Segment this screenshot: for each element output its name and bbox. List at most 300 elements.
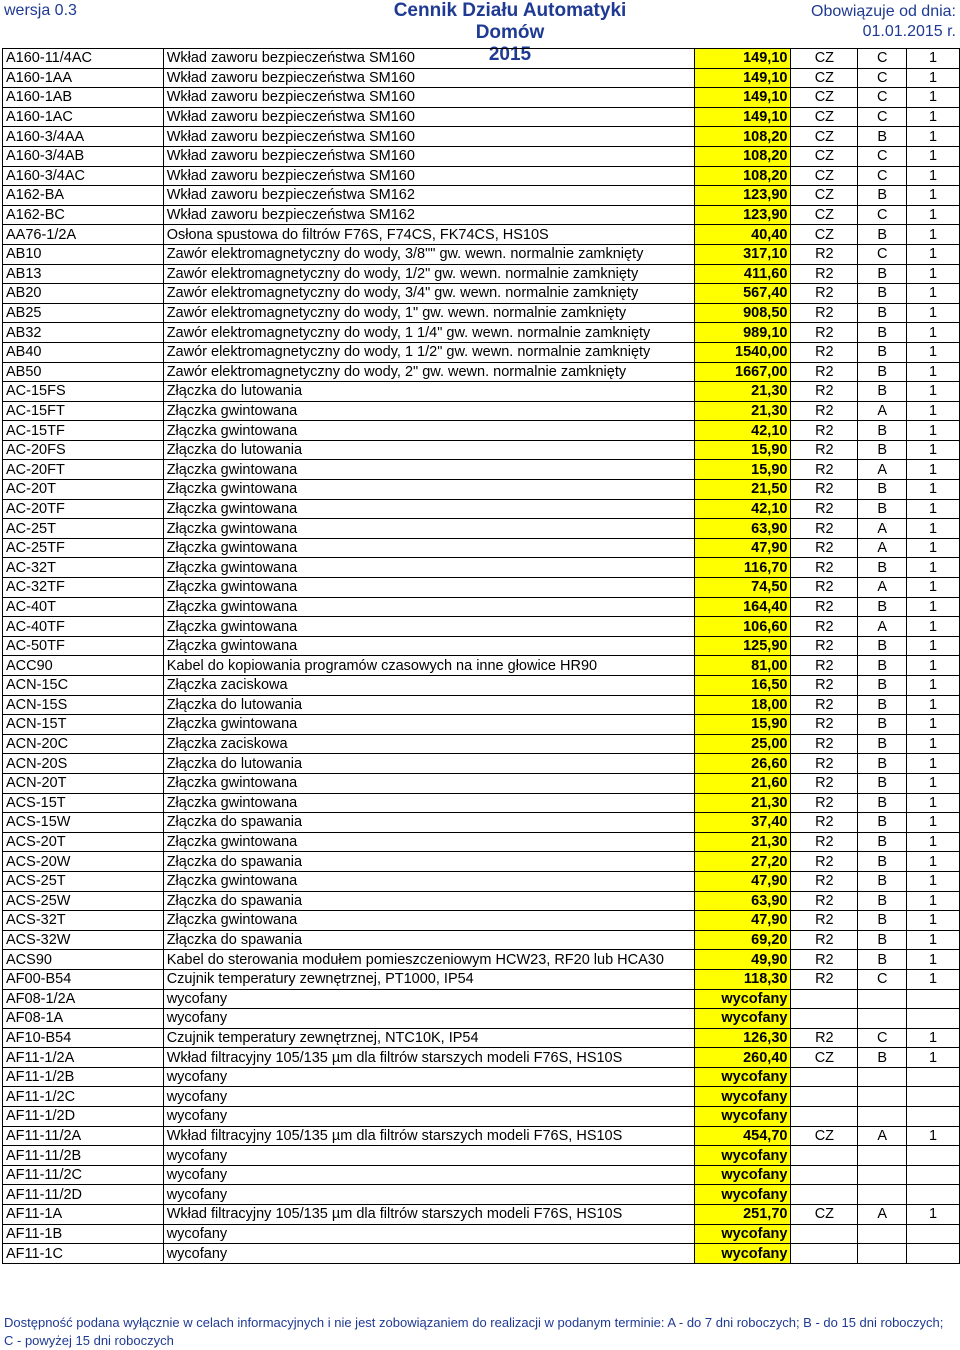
table-row: [3, 793, 960, 813]
price-group: R2: [791, 754, 858, 774]
unit-quantity: [907, 1185, 960, 1205]
product-price: 989,10: [694, 323, 791, 343]
price-group: R2: [791, 244, 858, 264]
table-row: [3, 1107, 960, 1127]
product-price: 1540,00: [694, 342, 791, 362]
availability-class: [858, 1009, 907, 1029]
availability-class: B: [858, 813, 907, 833]
product-code: ACS-20T: [3, 832, 164, 852]
product-description: Wkład zaworu bezpieczeństwa SM162: [163, 205, 694, 225]
product-price: 49,90: [694, 950, 791, 970]
unit-quantity: 1: [907, 950, 960, 970]
product-code: A162-BA: [3, 186, 164, 206]
table-row: [3, 1009, 960, 1029]
availability-class: B: [858, 695, 907, 715]
availability-class: A: [858, 401, 907, 421]
unit-quantity: 1: [907, 930, 960, 950]
table-row: [3, 1126, 960, 1146]
availability-class: C: [858, 107, 907, 127]
table-row: [3, 186, 960, 206]
availability-class: B: [858, 264, 907, 284]
product-price: 251,70: [694, 1205, 791, 1225]
availability-class: B: [858, 480, 907, 500]
product-code: A160-3/4AA: [3, 127, 164, 147]
price-group: R2: [791, 852, 858, 872]
unit-quantity: [907, 1067, 960, 1087]
price-group: R2: [791, 773, 858, 793]
product-price: 16,50: [694, 676, 791, 696]
price-group: CZ: [791, 186, 858, 206]
table-row: [3, 499, 960, 519]
price-group: R2: [791, 362, 858, 382]
availability-note: Dostępność podana wyłącznie w celach informacyjnych i nie jest zobowiązaniem do realizacji w podanym terminie: A - do 7 dni roboczych; B - do 15 dni roboczych; C - powyżej 15 dni roboczych: [4, 1315, 944, 1348]
price-group: R2: [791, 499, 858, 519]
table-row: [3, 754, 960, 774]
product-description: Wkład zaworu bezpieczeństwa SM160: [163, 49, 694, 69]
availability-class: B: [858, 636, 907, 656]
price-group: R2: [791, 832, 858, 852]
product-code: AC-50TF: [3, 636, 164, 656]
product-price: 108,20: [694, 127, 791, 147]
availability-class: [858, 1107, 907, 1127]
product-description: wycofany: [163, 1165, 694, 1185]
unit-quantity: 1: [907, 186, 960, 206]
product-description: Złączka gwintowana: [163, 793, 694, 813]
product-code: AF11-1/2B: [3, 1067, 164, 1087]
product-code: A160-11/4AC: [3, 49, 164, 69]
availability-class: A: [858, 617, 907, 637]
table-row: [3, 1224, 960, 1244]
product-price: 317,10: [694, 244, 791, 264]
unit-quantity: 1: [907, 303, 960, 323]
product-code: ACN-15S: [3, 695, 164, 715]
product-price: wycofany: [694, 989, 791, 1009]
product-price: 69,20: [694, 930, 791, 950]
product-price: 108,20: [694, 146, 791, 166]
product-code: AC-15FS: [3, 382, 164, 402]
table-row: [3, 440, 960, 460]
table-row: [3, 1028, 960, 1048]
product-description: wycofany: [163, 1067, 694, 1087]
table-row: [3, 1067, 960, 1087]
unit-quantity: 1: [907, 499, 960, 519]
product-price: wycofany: [694, 1067, 791, 1087]
availability-class: B: [858, 303, 907, 323]
table-row: [3, 832, 960, 852]
unit-quantity: 1: [907, 127, 960, 147]
availability-class: B: [858, 950, 907, 970]
availability-class: B: [858, 754, 907, 774]
price-group: R2: [791, 284, 858, 304]
availability-class: [858, 1087, 907, 1107]
product-code: ACN-20S: [3, 754, 164, 774]
table-row: [3, 969, 960, 989]
product-description: Złączka do spawania: [163, 813, 694, 833]
table-row: [3, 695, 960, 715]
table-row: [3, 930, 960, 950]
product-description: Złączka zaciskowa: [163, 676, 694, 696]
product-price: wycofany: [694, 1165, 791, 1185]
unit-quantity: 1: [907, 578, 960, 598]
product-price: 21,60: [694, 773, 791, 793]
product-description: wycofany: [163, 1244, 694, 1264]
product-description: Osłona spustowa do filtrów F76S, F74CS, FK74CS, HS10S: [163, 225, 694, 245]
product-description: Złączka gwintowana: [163, 519, 694, 539]
unit-quantity: 1: [907, 342, 960, 362]
availability-class: B: [858, 852, 907, 872]
availability-class: A: [858, 578, 907, 598]
unit-quantity: 1: [907, 813, 960, 833]
unit-quantity: [907, 1146, 960, 1166]
price-group: R2: [791, 813, 858, 833]
unit-quantity: 1: [907, 284, 960, 304]
product-code: A162-BC: [3, 205, 164, 225]
price-group: R2: [791, 264, 858, 284]
availability-class: B: [858, 186, 907, 206]
product-code: AC-25T: [3, 519, 164, 539]
table-row: [3, 676, 960, 696]
product-code: AA76-1/2A: [3, 225, 164, 245]
product-code: ACC90: [3, 656, 164, 676]
price-table: [2, 48, 960, 1264]
table-row: [3, 323, 960, 343]
product-price: 63,90: [694, 891, 791, 911]
table-row: [3, 127, 960, 147]
table-row: [3, 303, 960, 323]
unit-quantity: 1: [907, 617, 960, 637]
product-price: 21,50: [694, 480, 791, 500]
availability-class: B: [858, 225, 907, 245]
product-price: 149,10: [694, 49, 791, 69]
availability-class: B: [858, 499, 907, 519]
unit-quantity: 1: [907, 538, 960, 558]
product-description: Złączka gwintowana: [163, 617, 694, 637]
availability-class: [858, 1067, 907, 1087]
availability-class: A: [858, 519, 907, 539]
product-description: Złączka do spawania: [163, 891, 694, 911]
price-group: [791, 1067, 858, 1087]
product-code: AC-20FS: [3, 440, 164, 460]
availability-class: B: [858, 911, 907, 931]
unit-quantity: 1: [907, 852, 960, 872]
product-code: ACN-15C: [3, 676, 164, 696]
price-group: R2: [791, 558, 858, 578]
validity-label: Obowiązuje od dnia:: [811, 3, 956, 20]
availability-class: B: [858, 773, 907, 793]
product-code: ACS-15W: [3, 813, 164, 833]
product-price: wycofany: [694, 1009, 791, 1029]
product-description: Zawór elektromagnetyczny do wody, 3/8"" gw. wewn. normalnie zamknięty: [163, 244, 694, 264]
price-group: R2: [791, 342, 858, 362]
table-row: [3, 225, 960, 245]
table-row: [3, 284, 960, 304]
price-group: CZ: [791, 49, 858, 69]
table-row: [3, 107, 960, 127]
unit-quantity: 1: [907, 440, 960, 460]
product-code: ACS-25T: [3, 871, 164, 891]
unit-quantity: 1: [907, 969, 960, 989]
product-price: 42,10: [694, 499, 791, 519]
product-description: Kabel do kopiowania programów czasowych na inne głowice HR90: [163, 656, 694, 676]
product-description: Czujnik temperatury zewnętrznej, NTC10K, IP54: [163, 1028, 694, 1048]
availability-class: [858, 1224, 907, 1244]
product-price: 15,90: [694, 440, 791, 460]
availability-class: [858, 1185, 907, 1205]
product-price: 26,60: [694, 754, 791, 774]
product-code: AF11-1A: [3, 1205, 164, 1225]
product-description: Zawór elektromagnetyczny do wody, 1 1/2" gw. wewn. normalnie zamknięty: [163, 342, 694, 362]
product-price: wycofany: [694, 1185, 791, 1205]
product-code: A160-1AA: [3, 68, 164, 88]
table-row: [3, 1087, 960, 1107]
product-description: Wkład zaworu bezpieczeństwa SM160: [163, 146, 694, 166]
product-description: Złączka gwintowana: [163, 499, 694, 519]
product-code: AF11-11/2C: [3, 1165, 164, 1185]
price-group: R2: [791, 734, 858, 754]
product-description: Wkład zaworu bezpieczeństwa SM160: [163, 166, 694, 186]
table-row: [3, 950, 960, 970]
unit-quantity: [907, 1244, 960, 1264]
table-row: [3, 146, 960, 166]
price-group: R2: [791, 891, 858, 911]
availability-class: [858, 1165, 907, 1185]
product-description: Złączka gwintowana: [163, 460, 694, 480]
product-description: Zawór elektromagnetyczny do wody, 1/2" gw. wewn. normalnie zamknięty: [163, 264, 694, 284]
unit-quantity: [907, 989, 960, 1009]
table-row: [3, 88, 960, 108]
validity-date: 01.01.2015 r.: [862, 23, 956, 40]
unit-quantity: [907, 1087, 960, 1107]
product-description: Kabel do sterowania modułem pomieszczeniowym HCW23, RF20 lub HCA30: [163, 950, 694, 970]
product-code: AC-20TF: [3, 499, 164, 519]
product-code: AB50: [3, 362, 164, 382]
price-group: CZ: [791, 88, 858, 108]
availability-class: B: [858, 597, 907, 617]
table-row: [3, 1185, 960, 1205]
title-line-1: Cennik Działu Automatyki Domów: [393, 0, 627, 43]
product-description: Złączka do lutowania: [163, 382, 694, 402]
price-group: R2: [791, 578, 858, 598]
unit-quantity: 1: [907, 773, 960, 793]
product-description: wycofany: [163, 1146, 694, 1166]
product-description: wycofany: [163, 1224, 694, 1244]
product-code: A160-1AB: [3, 88, 164, 108]
price-group: R2: [791, 695, 858, 715]
product-code: AB10: [3, 244, 164, 264]
table-row: [3, 1146, 960, 1166]
price-group: CZ: [791, 166, 858, 186]
product-code: AC-40TF: [3, 617, 164, 637]
unit-quantity: 1: [907, 1048, 960, 1068]
availability-class: C: [858, 1028, 907, 1048]
product-description: Złączka gwintowana: [163, 636, 694, 656]
product-price: 125,90: [694, 636, 791, 656]
table-row: [3, 656, 960, 676]
unit-quantity: 1: [907, 49, 960, 69]
product-code: AC-20FT: [3, 460, 164, 480]
product-price: 149,10: [694, 107, 791, 127]
price-group: [791, 1009, 858, 1029]
product-code: ACN-20C: [3, 734, 164, 754]
availability-class: B: [858, 656, 907, 676]
validity-info: [811, 2, 956, 42]
product-price: 21,30: [694, 382, 791, 402]
unit-quantity: 1: [907, 558, 960, 578]
product-code: ACS-25W: [3, 891, 164, 911]
price-group: R2: [791, 323, 858, 343]
unit-quantity: 1: [907, 911, 960, 931]
table-row: [3, 891, 960, 911]
table-row: [3, 342, 960, 362]
unit-quantity: 1: [907, 676, 960, 696]
price-group: R2: [791, 676, 858, 696]
availability-class: B: [858, 127, 907, 147]
unit-quantity: 1: [907, 460, 960, 480]
availability-class: B: [858, 440, 907, 460]
unit-quantity: 1: [907, 871, 960, 891]
unit-quantity: 1: [907, 519, 960, 539]
product-price: 108,20: [694, 166, 791, 186]
product-description: wycofany: [163, 1009, 694, 1029]
table-row: [3, 715, 960, 735]
price-group: R2: [791, 519, 858, 539]
table-row: [3, 558, 960, 578]
unit-quantity: 1: [907, 323, 960, 343]
price-group: R2: [791, 538, 858, 558]
availability-class: B: [858, 284, 907, 304]
availability-class: B: [858, 832, 907, 852]
product-price: 126,30: [694, 1028, 791, 1048]
availability-class: A: [858, 538, 907, 558]
product-code: AB40: [3, 342, 164, 362]
unit-quantity: 1: [907, 362, 960, 382]
availability-class: [858, 1146, 907, 1166]
product-price: 42,10: [694, 421, 791, 441]
unit-quantity: 1: [907, 225, 960, 245]
product-code: AC-15FT: [3, 401, 164, 421]
product-description: Wkład filtracyjny 105/135 µm dla filtrów starszych modeli F76S, HS10S: [163, 1205, 694, 1225]
price-group: [791, 1165, 858, 1185]
product-description: Złączka do spawania: [163, 852, 694, 872]
unit-quantity: 1: [907, 1205, 960, 1225]
product-description: Zawór elektromagnetyczny do wody, 1 1/4" gw. wewn. normalnie zamknięty: [163, 323, 694, 343]
product-description: Wkład filtracyjny 105/135 µm dla filtrów starszych modeli F76S, HS10S: [163, 1048, 694, 1068]
availability-class: B: [858, 362, 907, 382]
price-group: CZ: [791, 1048, 858, 1068]
price-group: R2: [791, 950, 858, 970]
product-code: ACS-20W: [3, 852, 164, 872]
product-price: wycofany: [694, 1146, 791, 1166]
product-description: wycofany: [163, 1107, 694, 1127]
availability-class: A: [858, 1205, 907, 1225]
product-code: ACN-20T: [3, 773, 164, 793]
availability-class: B: [858, 382, 907, 402]
table-row: [3, 460, 960, 480]
price-group: CZ: [791, 68, 858, 88]
availability-class: B: [858, 676, 907, 696]
product-code: ACS-32T: [3, 911, 164, 931]
table-row: [3, 362, 960, 382]
price-group: R2: [791, 911, 858, 931]
product-price: 18,00: [694, 695, 791, 715]
product-description: Złączka gwintowana: [163, 597, 694, 617]
product-description: Złączka gwintowana: [163, 480, 694, 500]
product-price: 908,50: [694, 303, 791, 323]
product-description: Złączka do lutowania: [163, 695, 694, 715]
price-group: R2: [791, 303, 858, 323]
price-group: R2: [791, 656, 858, 676]
product-description: Złączka gwintowana: [163, 558, 694, 578]
table-row: [3, 401, 960, 421]
product-code: AB25: [3, 303, 164, 323]
availability-class: [858, 1244, 907, 1264]
product-price: 123,90: [694, 186, 791, 206]
product-code: AF11-1B: [3, 1224, 164, 1244]
product-code: ACS90: [3, 950, 164, 970]
availability-class: C: [858, 68, 907, 88]
table-row: [3, 1165, 960, 1185]
availability-class: A: [858, 460, 907, 480]
unit-quantity: [907, 1224, 960, 1244]
product-description: Złączka do lutowania: [163, 754, 694, 774]
product-price: 81,00: [694, 656, 791, 676]
unit-quantity: 1: [907, 695, 960, 715]
availability-class: B: [858, 891, 907, 911]
product-price: 149,10: [694, 68, 791, 88]
product-price: 47,90: [694, 911, 791, 931]
product-code: ACS-15T: [3, 793, 164, 813]
table-row: [3, 421, 960, 441]
product-code: AF10-B54: [3, 1028, 164, 1048]
product-price: 74,50: [694, 578, 791, 598]
product-code: A160-3/4AC: [3, 166, 164, 186]
availability-class: C: [858, 146, 907, 166]
availability-class: C: [858, 166, 907, 186]
price-group: R2: [791, 401, 858, 421]
unit-quantity: 1: [907, 480, 960, 500]
product-description: Złączka gwintowana: [163, 538, 694, 558]
availability-class: B: [858, 871, 907, 891]
availability-class: B: [858, 1048, 907, 1068]
product-description: Złączka gwintowana: [163, 871, 694, 891]
unit-quantity: 1: [907, 656, 960, 676]
price-group: CZ: [791, 225, 858, 245]
availability-class: C: [858, 969, 907, 989]
table-row: [3, 244, 960, 264]
availability-class: C: [858, 244, 907, 264]
price-group: R2: [791, 969, 858, 989]
unit-quantity: [907, 1107, 960, 1127]
price-group: CZ: [791, 1126, 858, 1146]
price-group: [791, 1087, 858, 1107]
price-group: R2: [791, 1028, 858, 1048]
table-row: [3, 519, 960, 539]
price-group: CZ: [791, 107, 858, 127]
product-price: 123,90: [694, 205, 791, 225]
price-group: [791, 1185, 858, 1205]
product-code: A160-1AC: [3, 107, 164, 127]
table-row: [3, 264, 960, 284]
unit-quantity: 1: [907, 264, 960, 284]
availability-class: C: [858, 205, 907, 225]
product-price: 21,30: [694, 401, 791, 421]
unit-quantity: 1: [907, 107, 960, 127]
product-price: 40,40: [694, 225, 791, 245]
unit-quantity: 1: [907, 88, 960, 108]
table-row: [3, 617, 960, 637]
price-group: R2: [791, 793, 858, 813]
product-code: AF11-1C: [3, 1244, 164, 1264]
